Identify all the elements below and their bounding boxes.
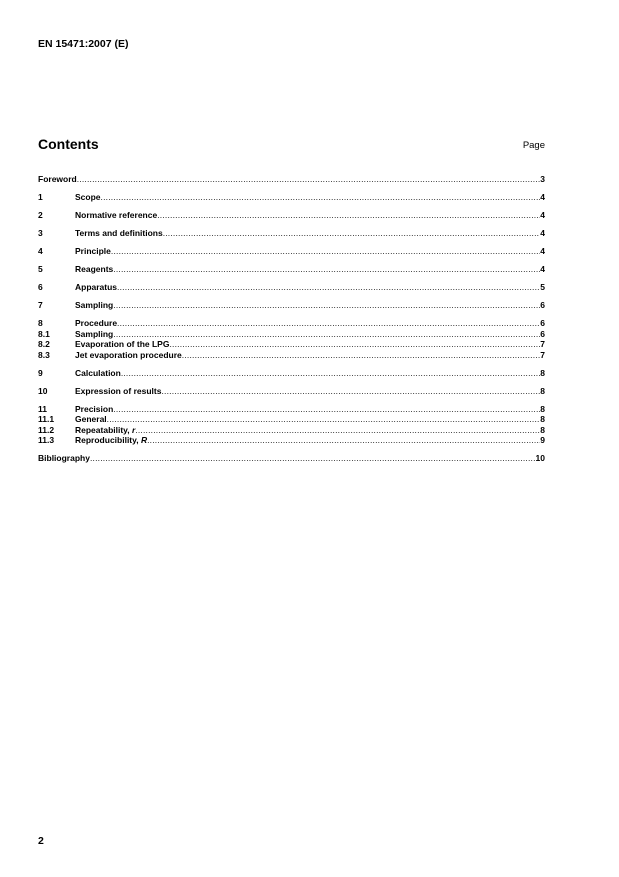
toc-number: 1: [38, 192, 43, 202]
toc-label: Expression of results: [75, 385, 162, 396]
toc-page: 4: [540, 264, 545, 274]
toc-number: 8.1: [38, 328, 50, 339]
toc-number: 2: [38, 210, 43, 220]
toc-entry-principle[interactable]: [38, 246, 545, 257]
toc-page: 8: [540, 385, 545, 396]
toc-label: Procedure: [75, 318, 118, 328]
toc-number: 10: [38, 385, 48, 396]
toc-entry-calculation[interactable]: [38, 368, 545, 379]
toc-page: 6: [540, 318, 545, 328]
toc-page: 4: [540, 246, 545, 256]
toc-page: 8: [540, 424, 545, 435]
toc-entry-repeatability[interactable]: [38, 425, 545, 436]
toc-entry-reproducibility[interactable]: [38, 435, 545, 446]
toc-number: 5: [38, 264, 43, 274]
toc-entry-jet-evaporation-procedure[interactable]: [38, 350, 545, 361]
toc-label: Scope: [75, 192, 101, 202]
toc-label: Apparatus: [75, 282, 118, 292]
toc-entry-general[interactable]: [38, 414, 545, 425]
toc-number: 4: [38, 246, 43, 256]
toc-entry-apparatus[interactable]: [38, 282, 545, 293]
toc-label: Terms and definitions: [75, 228, 163, 238]
toc-page: 10: [535, 453, 545, 463]
toc-page: 6: [540, 328, 545, 339]
toc-label: Bibliography: [38, 453, 90, 463]
toc-number: 8.2: [38, 339, 50, 349]
toc-page: 9: [540, 435, 545, 445]
toc-page: 5: [540, 282, 545, 292]
page-number: 2: [38, 835, 44, 847]
toc-label: Reagents: [75, 264, 114, 274]
toc-label: Repeatability, r: [75, 424, 136, 435]
contents-title: Contents: [38, 136, 99, 152]
toc-page: 7: [540, 349, 545, 360]
toc-page: 8: [540, 403, 545, 414]
toc-label: Principle: [75, 246, 111, 256]
toc-label: Reproducibility, R: [75, 435, 148, 445]
toc-label: Calculation: [75, 367, 121, 378]
symbol-r: r: [132, 424, 136, 435]
toc-entry-evaporation-of-lpg[interactable]: [38, 339, 545, 350]
toc-label: Sampling: [75, 328, 114, 339]
toc-page: 8: [540, 414, 545, 424]
toc-number: 7: [38, 300, 43, 310]
toc-number: 6: [38, 282, 43, 292]
toc-number: 9: [38, 367, 43, 378]
toc-page: 4: [540, 192, 545, 202]
toc-page: 4: [540, 228, 545, 238]
page-column-label: Page: [522, 140, 545, 151]
toc-entry-procedure-sampling[interactable]: [38, 329, 545, 340]
toc-entry-expression-of-results[interactable]: [38, 386, 545, 397]
toc-label: Jet evaporation procedure: [75, 349, 182, 360]
toc-entry-precision[interactable]: [38, 404, 545, 415]
toc-label: General: [75, 414, 107, 424]
toc-number: 8.3: [38, 349, 50, 360]
toc-entry-procedure[interactable]: [38, 318, 545, 329]
toc-label: Evaporation of the LPG: [75, 339, 170, 349]
toc-entry-bibliography[interactable]: [38, 453, 545, 464]
toc-label: Normative reference: [75, 210, 158, 220]
toc-page: 3: [540, 174, 545, 184]
toc-number: 11.2: [38, 424, 55, 435]
toc-entry-reagents[interactable]: [38, 264, 545, 275]
toc-entry-scope[interactable]: [38, 192, 545, 203]
toc-number: 11.1: [38, 414, 55, 424]
toc-entry-terms-and-definitions[interactable]: [38, 228, 545, 239]
toc-number: 8: [38, 318, 43, 328]
toc-number: 11: [38, 403, 47, 414]
symbol-R: R: [140, 435, 148, 445]
toc-entry-normative-reference[interactable]: [38, 210, 545, 221]
toc-number: 11.3: [38, 435, 55, 445]
toc-number: 3: [38, 228, 43, 238]
toc-entry-foreword[interactable]: [38, 174, 545, 185]
toc-page: 8: [540, 367, 545, 378]
toc-page: 7: [540, 339, 545, 349]
toc-page: 6: [540, 300, 545, 310]
toc-label: Sampling: [75, 300, 114, 310]
document-id: EN 15471:2007 (E): [38, 38, 129, 50]
toc-page: 4: [540, 210, 545, 220]
table-of-contents: [38, 174, 545, 464]
toc-label: Foreword: [38, 174, 77, 184]
toc-label: Precision: [75, 403, 114, 414]
toc-entry-sampling[interactable]: [38, 300, 545, 311]
